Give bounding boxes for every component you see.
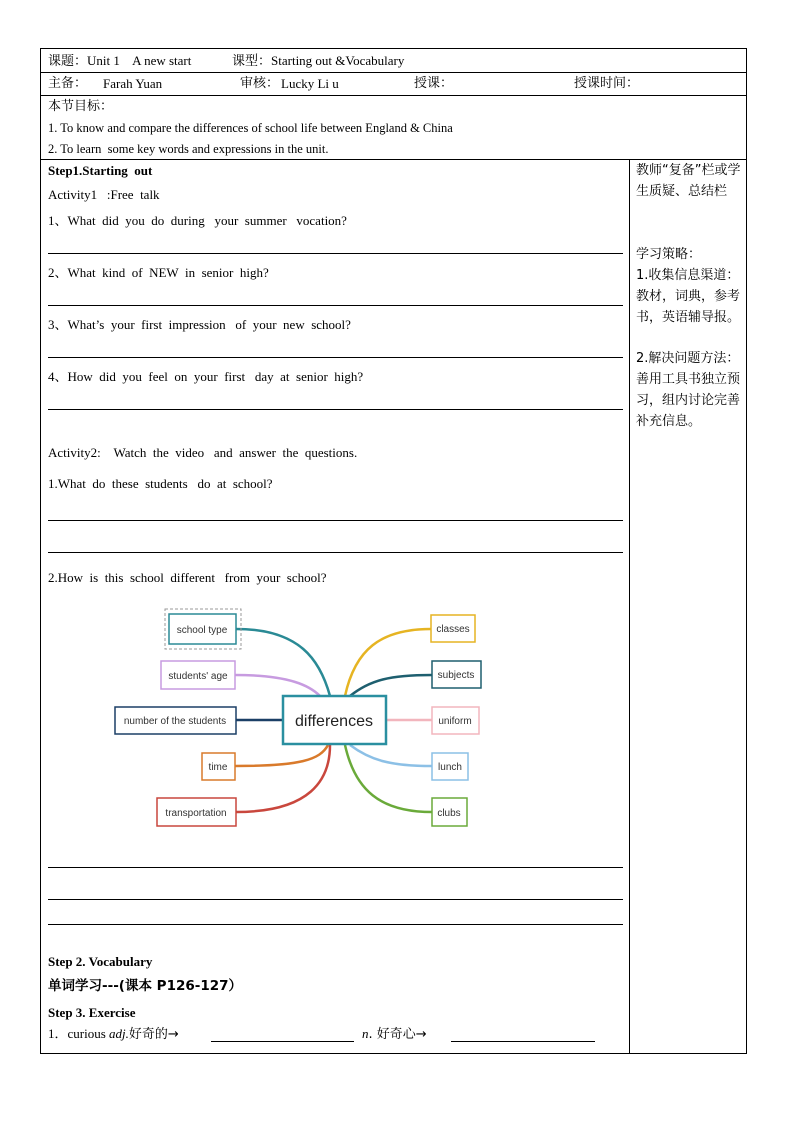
node-clubs: clubs [437,808,461,819]
node-time: time [208,762,228,773]
author-label: 主备： [48,76,88,91]
node-center-differences: differences [295,713,373,730]
goal-item-1: 1. To know and compare the differences of school life between England & China [48,121,453,135]
topic-value: Unit 1 A new start [87,53,192,68]
branch-clubs [345,745,432,812]
type-value: Starting out &Vocabulary [271,53,405,68]
step3-title: Step 3. Exercise [48,1005,136,1020]
blank-noun[interactable] [451,1041,595,1042]
exercise-1 [48,1026,179,1043]
sidebar-strategy-2: 2.解决问题方法：善用工具书独立预习，组内讨论完善补充信息。 [636,351,741,429]
branch-subjects [350,675,432,696]
node-school-type: school type [176,625,228,636]
blank-adj[interactable] [211,1041,354,1042]
step1-title: Step1.Starting out [48,163,153,178]
reviewer-label: 审核： [240,76,280,91]
goals-title: 本节目标： [48,99,114,114]
exercise-1-word: 1．curious [48,1026,110,1041]
exercise-1-n-cn: . 好奇心→ [368,1027,427,1042]
node-classes: classes [436,624,470,635]
answer-line[interactable] [48,924,623,925]
answer-line[interactable] [48,867,623,868]
type-label: 课型： [232,54,272,69]
topic-label: 课题： [48,54,88,69]
teacher-label: 授课： [414,76,454,91]
sidebar-note-title: 教师“复备”栏或学生质疑、总结栏 [636,163,741,199]
branch-school-type [236,629,330,696]
node-number-of-students: number of the students [123,716,227,727]
activity1-title: Activity1 :Free talk [48,187,160,202]
activity2-title: Activity2: Watch the video and answer the questions. [48,445,358,460]
branch-classes [345,629,431,696]
branch-lunch [350,745,432,766]
activity2-question-1: 1.What do these students do at school? [48,476,273,491]
node-lunch: lunch [438,762,462,773]
node-transportation: transportation [165,808,227,819]
question-2: 2、What kind of NEW in senior high? [48,265,269,280]
author-value: Farah Yuan [103,76,163,91]
node-subjects: subjects [437,670,475,681]
branch-students-age [235,675,320,696]
question-3: 3、What’s your first impression of your new school? [48,317,351,332]
class-time-label: 授课时间： [574,76,640,91]
step2-subtitle: 单词学习---(课本 P126-127） [48,978,243,994]
question-1: 1、What did you do during your summer vocation? [48,213,347,228]
exercise-1-noun [362,1026,427,1043]
sidebar-strategy-1: 1.收集信息渠道：教材，词典，参考书，英语辅导报。 [636,268,741,325]
answer-line[interactable] [48,899,623,900]
branch-time [235,745,328,766]
exercise-1-adj: adj. [109,1026,129,1041]
exercise-1-n: n [362,1026,369,1041]
node-students-age: students' age [168,671,228,682]
exercise-1-adj-cn: 好奇的→ [128,1027,179,1042]
question-4: 4、How did you feel on your first day at senior high? [48,369,364,384]
sidebar-strategy-title: 学习策略： [636,247,702,262]
goal-item-2: 2. To learn some key words and expressions in the unit. [48,142,329,156]
activity2-question-2: 2.How is this school different from your school? [48,570,327,585]
reviewer-value: Lucky Li u [281,76,339,91]
node-uniform: uniform [438,716,472,727]
step2-title: Step 2. Vocabulary [48,954,153,969]
